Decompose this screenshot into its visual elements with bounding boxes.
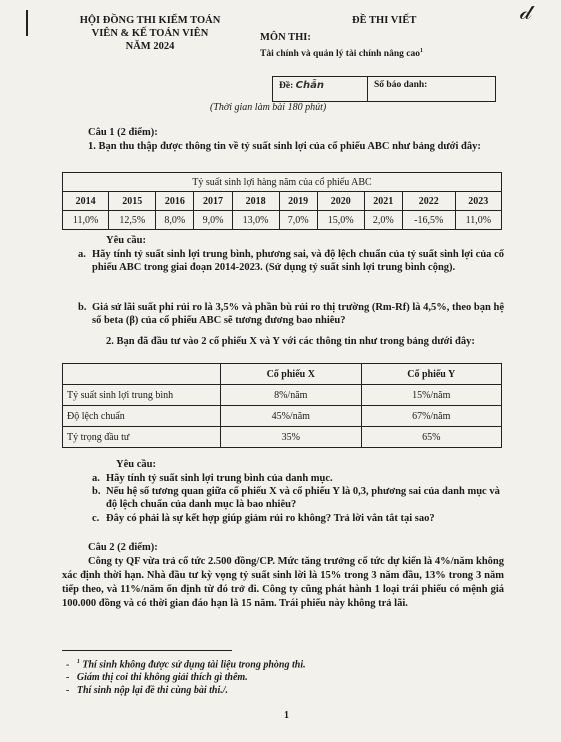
portfolio-header-row [63, 364, 502, 385]
de-handwritten-value: Chẵn [295, 80, 324, 91]
returns-row [63, 211, 502, 230]
time-note: (Thời gian làm bài 180 phút) [210, 102, 327, 113]
year-cell: 2016 [156, 192, 194, 211]
portfolio-cell-x: 35% [221, 427, 361, 448]
q2-title: Câu 2 (2 điểm): [88, 542, 158, 553]
q1-requirement-a: a. Hãy tính tỷ suất sinh lợi trung bình, phương sai, và độ lệch chuẩn của tỷ suất sinh lợi của cổ phiếu ABC trong giai đoạn 2014-2023. (Sử dụng tỷ suất sinh lợi trung bình cộng). [78, 249, 504, 274]
portfolio-row-label: Độ lệch chuẩn [63, 406, 221, 427]
q2-body [62, 555, 504, 611]
return-cell: -16,5% [402, 211, 455, 230]
portfolio-row [63, 385, 502, 406]
portfolio-cell-y: 67%/năm [361, 406, 502, 427]
portfolio-header-y: Cổ phiếu Y [361, 364, 502, 385]
portfolio-row [63, 406, 502, 427]
sbd-label: Số báo danh: [374, 80, 428, 90]
return-cell: 2,0% [364, 211, 402, 230]
org-line-3: NĂM 2024 [125, 41, 175, 52]
footer-footnote-num: 1 [76, 659, 80, 665]
footer-notes [66, 656, 496, 697]
q1-title: Câu 1 (2 điểm): [88, 127, 158, 138]
q1-requirement-2-label: Yêu cầu: [116, 459, 156, 470]
q1-intro-2-text: 2. Bạn đã đầu tư vào 2 cổ phiếu X và Y với các thông tin như trong bảng dưới đây: [106, 336, 475, 347]
exam-header [260, 14, 550, 61]
subject-name: Tài chính và quản lý tài chính nâng cao [260, 49, 420, 60]
portfolio-row [63, 427, 502, 448]
exam-type: ĐỀ THI VIẾT [352, 15, 417, 26]
year-cell: 2017 [194, 192, 232, 211]
year-cell: 2021 [364, 192, 402, 211]
year-cell: 2015 [109, 192, 156, 211]
returns-table [62, 172, 502, 230]
portfolio-header-empty [63, 364, 221, 385]
returns-table-title: Tỷ suất sinh lợi hàng năm của cổ phiếu ABC [63, 173, 502, 192]
q1-req2-c: Đây có phải là sự kết hợp giúp giảm rủi ro không? Trả lời vắn tắt tại sao? [106, 512, 435, 524]
handwritten-signature-icon: 𝒹 [520, 0, 532, 25]
footer-note: - $^1$ Thí sinh không được sử dụng tài liệu trong phòng thi. [66, 659, 306, 671]
q1-requirement-b: b. Giả sử lãi suất phi rủi ro là 3,5% và phần bù rủi ro thị trường (Rm-Rf) là 4,5%, theo bạn hệ số beta (β) của cổ phiếu ABC sẽ tương đương bao nhiêu? [78, 302, 504, 327]
footer-note: - Thí sinh nộp lại đề thi cùng bài thi./. [66, 685, 228, 697]
sbd-box[interactable] [368, 77, 433, 101]
q1-requirement-label: Yêu cầu: [106, 235, 146, 246]
year-cell: 2023 [455, 192, 501, 211]
year-cell: 2022 [402, 192, 455, 211]
q1-intro-2 [62, 335, 504, 348]
q1-intro-text: 1. Bạn thu thập được thông tin về tỷ suất sinh lợi của cổ phiếu ABC như bảng dưới đây: [88, 141, 481, 152]
q1-req2-a: Hãy tính tỷ suất sinh lợi trung bình của danh mục. [106, 473, 333, 484]
return-cell: 15,0% [317, 211, 364, 230]
year-cell: 2020 [317, 192, 364, 211]
return-cell: 8,0% [156, 211, 194, 230]
portfolio-cell-y: 15%/năm [361, 385, 502, 406]
years-row [63, 192, 502, 211]
subject-line [260, 45, 550, 61]
organization-header [55, 14, 245, 53]
exam-code-box [272, 76, 496, 102]
org-line-2: VIÊN & KẾ TOÁN VIÊN [91, 28, 209, 39]
portfolio-table [62, 363, 502, 448]
year-cell: 2019 [279, 192, 317, 211]
footnote-divider [62, 650, 232, 651]
year-cell: 2014 [63, 192, 109, 211]
pen-stroke-mark [26, 10, 28, 36]
portfolio-header-x: Cổ phiếu X [221, 364, 361, 385]
q1-intro [62, 140, 504, 153]
org-line-1: HỘI ĐỒNG THI KIỂM TOÁN [79, 15, 221, 26]
footer-note: - Giám thị coi thi không giải thích gì thêm. [66, 672, 248, 684]
portfolio-cell-x: 45%/năm [221, 406, 361, 427]
q1-req2-b: Nếu hệ số tương quan giữa cổ phiếu X và cổ phiếu Y là 0,3, phương sai của danh mục và độ lệch chuẩn của danh mục là bao nhiêu? [106, 486, 500, 511]
q1-req-b-text: Giả sử lãi suất phi rủi ro là 3,5% và phần bù rủi ro thị trường (Rm-Rf) là 4,5%, theo bạn hệ số beta (β) của cổ phiếu ABC sẽ tương đương bao nhiêu? [92, 302, 504, 327]
q1-requirement-2-list: a. Hãy tính tỷ suất sinh lợi trung bình của danh mục. b. Nếu hệ số tương quan giữa cổ phiếu X và cổ phiếu Y là 0,3, phương sai của danh mục và độ lệch chuẩn của danh mục là bao nhiêu? c. Đây có phải là sự kết hợp giúp giảm rủi ro không? Trả lời vắn tắt tại sao? [92, 472, 504, 525]
return-cell: 11,0% [455, 211, 501, 230]
return-cell: 12,5% [109, 211, 156, 230]
portfolio-row-label: Tỷ trọng đầu tư [63, 427, 221, 448]
subject-footnote-mark: 1 [419, 48, 423, 54]
portfolio-row-label: Tỷ suất sinh lợi trung bình [63, 385, 221, 406]
de-label: Đề: [279, 81, 294, 91]
return-cell: 11,0% [63, 211, 109, 230]
return-cell: 13,0% [232, 211, 279, 230]
page-number: 1 [284, 710, 289, 721]
q2-body-text: Công ty QF vừa trả cổ tức 2.500 đồng/CP. Mức tăng trưởng cổ tức dự kiến là 4%/năm không xác định thời hạn. Nhà đầu tư kỳ vọng tỷ suất sinh lời là 15% trong 3 năm đầu, 13% trong 3 năm tiếp theo, và 11%/năm ổn định từ đó trở đi. Công ty cũng phát hành 1 loại trái phiếu có mệnh giá 100.000 đồng và có thời gian đáo hạn là 15 năm. Trái phiếu này không trả lãi. [62, 556, 504, 609]
return-cell: 7,0% [279, 211, 317, 230]
year-cell: 2018 [232, 192, 279, 211]
de-box [273, 77, 368, 101]
subject-label: MÔN THI: [260, 32, 311, 43]
return-cell: 9,0% [194, 211, 232, 230]
portfolio-cell-y: 65% [361, 427, 502, 448]
portfolio-cell-x: 8%/năm [221, 385, 361, 406]
q1-req-a-text: Hãy tính tỷ suất sinh lợi trung bình, phương sai, và độ lệch chuẩn của tỷ suất sinh lợi của cổ phiếu ABC trong giai đoạn 2014-2023. (Sử dụng tỷ suất sinh lợi trung bình cộng). [92, 249, 504, 274]
